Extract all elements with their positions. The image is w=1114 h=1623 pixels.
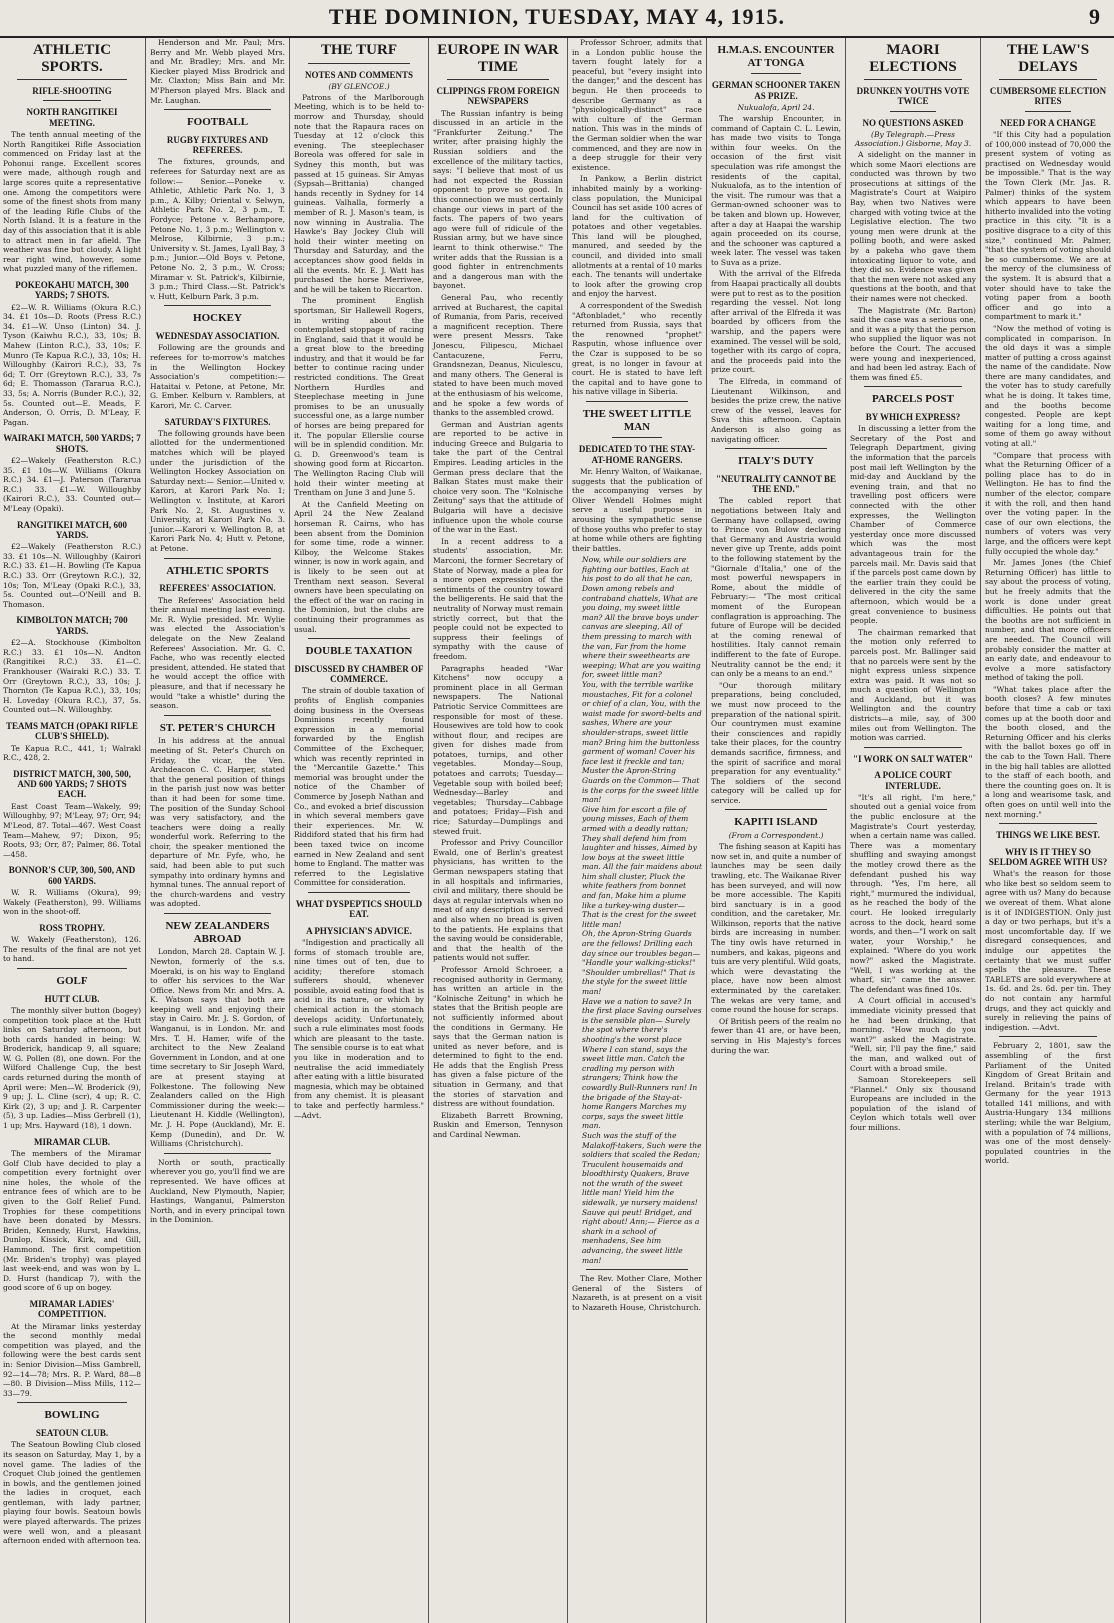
miramar-club-heading: MIRAMAR CLUB. <box>34 1136 110 1147</box>
page-number: 9 <box>1089 4 1100 29</box>
article-text <box>294 938 424 1120</box>
referees-association-heading: REFEREES' ASSOCIATION. <box>159 583 276 594</box>
column-rule <box>145 38 146 1623</box>
divider <box>164 715 271 716</box>
north-rangitikei-heading: NORTH RANGITIKEI MEETING. <box>26 107 118 128</box>
paragraph: Of British peers of the realm no fewer than 41 are, or have been, serving in His Majesty's forces during the war. <box>711 1016 841 1055</box>
article-text <box>3 1322 141 1399</box>
rangitikei-heading: RANGITIKEI MATCH, 600 YARDS. <box>16 519 128 540</box>
rugby-fixtures-heading: RUGBY FIXTURES AND REFEREES. <box>166 134 269 156</box>
article-text <box>3 888 141 917</box>
paragraph: Professor Schroer, admits that in a London public house the tavern fought lately for a peaceful, but "every insight into the danger," and the descent has begun. He then proceeds to describe Germany as a "physiologically-distinct" race with culture of the German nation. This was in the minds of the German soldier when the war commenced, and they are now in a deep struggle for their very existence. <box>572 38 702 172</box>
paragraph: The members of the Miramar Golf Club have decided to play a competition every fortnight over nine holes, the whole of the entrance fees of which are to be given to the Golf Relief Fund. Trophies for these competitions have been donated by Messrs. Briden, Kennedy, Hurst, Hawkins, Dunlop, Kissick, Kirk, and Gill, Hammond. The first competition (Mr. Briden's trophy) was played last week-end, and was won by L. D. Hurst (handicap 7), with the good score of 6 up on bogey. <box>3 1148 141 1293</box>
clippings-subheading: CLIPPINGS FROM FOREIGN NEWSPAPERS <box>436 86 560 107</box>
divider <box>164 558 271 559</box>
article-text <box>985 130 1111 819</box>
no-questions-subheading: NO QUESTIONS ASKED <box>862 117 964 128</box>
article-text <box>3 303 141 428</box>
article-text <box>711 114 841 444</box>
masthead <box>0 0 1114 38</box>
poem-stanza: Give him for escort a file of young misses, Each of them armed with a deadly rattan; They shall defend him from laughter and hisses, Aimed by low boys at the sweet little man. All the fair maidens about him shall cluster, Pluck the white feathers from bonnet and fan, Make him a plume like a turkey-wing duster— That is the crest for the sweet little man! <box>582 804 702 929</box>
article-text <box>294 93 424 634</box>
paragraph: The fixtures, grounds, and referees for Saturday next are as follow:— Senior.—Poneke v. Athletic, Athletic Park No. 1, 3 p.m., A. Kilby; Oriental v. Selwyn, Athletic Park No. 2, 3 p.m., T. Fordyce; Petone v. Berhampore, Petone No. 1, 3 p.m.; Wellington v. Melrose, Kilbirnie, 3 p.m.; University v. St. James, Lyall Bay, 3 p.m.; Junior.—Old Boys v. Petone, Petone No. 2, 3 p.m., W. Cross; Miramar v. St. Patrick's, Kilbirnie, 3 p.m.; Third Class.—St. Patrick's v. Hutt, Kelburn Park, 3 p.m. <box>150 157 285 301</box>
divider <box>164 913 271 914</box>
paragraph: February 2, 1801, saw the assembling of the first Parliament of the United Kingdom of Great Britain and Ireland. Britain's trade with Germany for the year 1913 totalled 141 millions, and with Austria-Hungary 134 millions sterling; while the war Belgium, with a population of 74 millions, was one of the most densely-populated countries in the world. <box>985 1041 1111 1166</box>
paragraph: Professor Arnold Schroeer, a recognised authority in Germany, has written an article in the "Kolnische Zeitung" in which he states that the British people are not sufficiently informed about the conditions in Germany. He says that the German nation is united as never before, and is determined to fight to the end. He adds that the English Press has given a false picture of the situation in Germany, and that the stories of starvation and distress are without foundation. <box>433 964 563 1109</box>
new-zealanders-abroad-heading: NEW ZEALANDERS ABROAD <box>165 920 270 945</box>
article-text <box>3 542 141 609</box>
paragraph: A correspondent of the Swedish "Aftonbladet," who recently returned from Russia, says that the renowned "prophet" Rasputin, whose influence over the Czar is supposed to be so great, is no longer in favour at court. He is stated to have left the capital and to have gone to his native village in Siberia. <box>572 301 702 397</box>
parcels-post-heading: PARCELS POST <box>871 393 954 406</box>
salt-water-heading: "I WORK ON SALT WATER" <box>852 753 974 764</box>
paragraph: Henderson and Mr. Paul; Mrs. Berry and Mr. Webb played Mrs. and Mr. Bradley; Mrs. and Mr. Kiecker played Miss Brodrick and Mr. Claxton; Miss Bain and Mr. M'Pherson played Mrs. Black and Mr. Laughan. <box>150 38 285 105</box>
column-rule <box>845 38 846 1623</box>
paragraph: With the arrival of the Elfreda from Haapai practically all doubts were put to rest as to the position regarding the vessel. Not long after arrival of the Elfreda it was boarded by officers from the warship, and the papers were examined. The vessel will be sold, together with its cargo of copra, and the proceeds paid into the prize court. <box>711 269 841 375</box>
poem-stanza: You, with the terrible warlike moustaches, Fit for a colonel or chief of a clan, You, with the waist made for sword-belts and sashes, Where are your shoulder-straps, sweet little man? Bring him the buttonless garment of woman! Cover his face lest it freckle and tan; Muster the Apron-String Guards on the Common— That is the corps for the sweet little man! <box>582 680 702 805</box>
things-we-like-heading: THINGS WE LIKE BEST. <box>996 830 1100 841</box>
athletic-sports-heading-2: ATHLETIC SPORTS <box>166 564 269 577</box>
district-match-heading: DISTRICT MATCH, 300, 500, AND 600 YARDS; 7 SHOTS EACH. <box>13 768 131 800</box>
paragraph: "Now the method of voting is complicated in comparison. In the old days it was a simple matter of putting a cross against the name of the candidate. Now there are many candidates, and the voter has to study carefully what he is doing. It takes time, and the booths become congested. People are kept waiting for a long time, and some of them go away without voting at all." <box>985 323 1111 449</box>
article-text <box>3 130 141 274</box>
maori-elections-heading: MAORI ELECTIONS <box>869 42 957 75</box>
article-text <box>433 109 563 1140</box>
double-taxation-heading: DOUBLE TAXATION <box>305 645 413 658</box>
paragraph: The Seatoun Bowling Club closed its season on Saturday, May 1, by a novel game. The ladies of the Croquet Club joined the gentlemen in bowls, and the gentlemen joined the ladies in croquet, each gentleman, with lady partner, playing four bowls. Seatoun bowls were played afterwards. The prizes were well won, and a pleasant afternoon ended with afternoon tea. <box>3 1440 141 1546</box>
st-peters-church-heading: ST. PETER'S CHURCH <box>159 721 276 734</box>
europe-in-war-time-heading: EUROPE IN WAR TIME <box>437 42 559 75</box>
article-text <box>3 1006 141 1131</box>
divider <box>17 1402 127 1403</box>
paragraph: £2—A. Stockhouse (Kimbolton R.C.) 33. £1 10s—N. Andton (Rangitikei R.C.) 33. £1—C. Frankhouser (Wairaki R.C.) 33. T. Orr (Greytown R.C.), 33, 10s; J. Thornton (Te Kapua R.C.), 33, 10s; H. Loveday (Okura R.C.), 37, 5s. Counted out—N. Willoughby. <box>3 638 141 715</box>
column-rule <box>980 38 981 1623</box>
paragraph: "Compare that process with what the Returning Officer of a polling place has to do in Wellington. He has to find the number of the elector, compare it with the roll, and then hand over the voting paper. In the case of our own elections, the numbers of voters was very large, and the officers were kept fully occupied the whole day." <box>985 450 1111 556</box>
paragraph: The Rev. Mother Clare, Mother General of the Sisters of Nazareth, is at present on a visit to Nazareth House, Christchurch. <box>572 1274 702 1312</box>
article-text <box>150 947 285 1148</box>
kapiti-island-heading: KAPITI ISLAND <box>734 816 818 829</box>
seldom-agree-subheading: WHY IS IT THEY SO SELDOM AGREE WITH US? <box>988 846 1108 867</box>
article-text <box>985 869 1111 1032</box>
drunken-youths-subheading: DRUNKEN YOUTHS VOTE TWICE <box>856 86 970 107</box>
paragraph: General Pau, who recently arrived at Bucharest, the capital of Rumania, from Paris, received a magnificent reception. There were present Messrs. Take Jonescu, Filipescu, Michael Cantacuzene, Ferru, Grandsnezan, Deanus, Niculescu, and many others. The General is stated to have been much moved at the enthusiasm of his welcome, and he spoke a few words of thanks to the assembled crowd. <box>433 292 563 418</box>
article-text <box>150 343 285 410</box>
poem-stanza: Have we a nation to save? In the first place Saving ourselves is the sensible plan— Surely the spot where there's shooting's the worst place Where I can stand, says the sweet little man. Catch the cradling my person with strangers; Think how the cowardly Bull-Runners ran! In the brigade of the Stay-at-home Rangers Marches my corps, says the sweet little man. <box>582 996 702 1131</box>
divider <box>999 823 1097 824</box>
poem-stanza: Such was the stuff of the Malakoff-takers, Such were the soldiers that scaled the Redan; Truculent housemaids and bloodthirsty Quakers, Brave not the wrath of the sweet little man! Yield him the sidewalk, ye nursery maidens! Sauve qui peut! Bridget, and right about! Ann;— Fierce as a shark in a school of menhadens, See him advancing, the sweet little man! <box>582 1130 702 1265</box>
article-text <box>3 802 141 860</box>
article-text <box>294 686 424 887</box>
divider <box>164 305 271 306</box>
column-4 <box>430 38 566 1623</box>
paragraph: The Elfreda, in command of Lieutenant Wilkinson, and besides the prize crew, the native crew of the vessel, leaves for Suva this afternoon. Captain Anderson is also going as navigating officer. <box>711 377 841 444</box>
paragraph: "If this City had a population of 100,000 instead of 70,000 the present system of voting as practised on Wednesday would be impossible." That is the way the Town Clerk (Mr. Jas. R. Palmer) thinks of the system which appears to have been hitherto invalided into the voting practice in this city. "It is a positive disgrace to a city of this size," continued Mr. Palmer, "that the system of voting should be so cumbersome. We are at the mercy of the clumsiness of the system. It is absurd that a voter should have to take the voting paper from a booth officer and go into a compartment to mark it." <box>985 130 1111 322</box>
paragraph: The Magistrate (Mr. Barton) said the case was a serious one, and it was a pity that the person who supplied the liquor was not before the Court. The accused were young and inexperienced, and had been led astray. Each of them was fined £5. <box>850 305 976 382</box>
teams-match-heading: TEAMS MATCH (OPAKI RIFLE CLUB'S SHIELD). <box>6 720 138 742</box>
article-text <box>850 424 976 743</box>
paragraph: In discussing a letter from the Secretary of the Post and Telegraph Department, giving the information that the parcels post mail left Wellington by the mid-day and Auckland by the evening train, and that no travelling post officers were connected with the other expresses, the Wellington Chamber of Commerce yesterday once more discussed which was the most advantageous train for the parcels mail. Mr. Davis said that if the parcels post came down by the earlier train they could be delivered in the city the same afternoon, which would be a great convenience to business people. <box>850 424 976 626</box>
article-text <box>3 1440 141 1546</box>
divider <box>725 809 827 810</box>
divider <box>864 386 962 387</box>
neutrality-subheading: "NEUTRALITY CANNOT BE THE END." <box>715 473 837 495</box>
divider <box>308 892 410 893</box>
paragraph: Paragraphs headed "War Kitchens" now occupy a prominent place in all German newspapers. The National Patriotic Service Committees are responsible for most of these. Housewives are told how to cook without flour, and recipes are given for dishes made from potatoes, turnips, and other vegetables. Monday—Soup, potatoes and carrots; Tuesday—Vegetable soup with boiled beef; Wednesday—Barley and vegetables; Thursday—Cabbage and potatoes; Friday—Fish and rice; Saturday—Dumplings and stewed fruit. <box>433 663 563 836</box>
paragraph: W. R. Williams (Okura), 99; Wakely (Featherston), 99. Williams won in the shoot-off. <box>3 888 141 917</box>
divider <box>586 401 688 402</box>
paragraph: A Court official in accused's immediate vicinity pressed that he had been drinking, that morning. "How much do you want?" asked the Magistrate. "Well, sir, I'll pay the fine," said the man, and walked out of Court with a broad smile. <box>850 996 976 1073</box>
hutt-club-heading: HUTT CLUB. <box>44 993 100 1004</box>
columns <box>0 38 1114 1623</box>
paragraph: "It's all right, I'm here," shouted out a genial voice from the public enclosure at the Magistrate's Court yesterday, when a certain name was called. There was a momentary shuffling and swaying amongst the motley crowd there as the defendant pushed his way through. "Yes, I'm here, all right," murmured the individual, as he reached the body of the court. He looked irregularly across to the dock, heard some words, and then—"I work on salt water, your Worship," he explained. "Where do you work now?" asked the Magistrate. "Well, I was working at the wharf, sir," came the answer. The defendant was fined 10s. <box>850 792 976 994</box>
column-7 <box>847 38 979 1623</box>
sweet-little-man-heading: THE SWEET LITTLE MAN <box>582 407 692 433</box>
article-text <box>3 935 141 964</box>
bowling-heading: BOWLING <box>44 1409 100 1422</box>
pokeokahu-heading: POKEOKAHU MATCH, 300 YARDS; 7 SHOTS. <box>15 279 129 301</box>
divider <box>1025 111 1071 112</box>
athletic-sports-heading: ATHLETIC SPORTS. <box>32 42 112 75</box>
bonnors-cup-heading: BONNOR'S CUP, 300, 500, AND 600 YARDS. <box>8 865 136 886</box>
paragraph: "Indigestion and practically all forms of stomach trouble are, nine times out of ten, due to acidity; therefore stomach sufferers should, whenever possible, avoid eating food that is acid in its nature, or which by chemical action in the stomach develops acidity. Unfortunately, such a rule eliminates most foods which are pleasant to the taste. The sensible course is to eat what you like in moderation and to neutralise the acid immediately after eating with a little bisurated magnesia, which may be obtained from any chemist. It is pleasant to take and perfectly harmless." —Advt. <box>294 937 424 1120</box>
paragraph: North or south, practically wherever you go, you'll find we are represented. We have offices at Auckland, New Plymouth, Napier, Hastings, Wanganui, Palmerston North, and in every principal town in the Dominion. <box>150 1157 285 1225</box>
paragraph: The Referees' Association held their annual meeting last evening. Mr. R. Wylie presided. Mr. Wylie was elected the Association's delegate on the New Zealand Referees' Association. Mr. G. C. Fache, who was recently elected president, attended. He stated that he would accept the office with pleasure, and that if necessary he would "take a whistle" during the season. <box>150 595 285 711</box>
divider <box>43 100 101 101</box>
paragraph: The Russian infantry is being discussed in an article in the "Frankfurter Zeitung." The writer, after praising highly the Russian soldiers and the excellence of the military tactics, says: "I believe that most of us had not expected the Russian opponent to prove so good. In this connection we must certainly change our views in part of the facts. The papers of two years ago were full of ridicule of the Russian army, but we have since learnt to think otherwise." The writer adds that the Russian is a good fighter in entrenchments and a dangerous man with the bayonet. <box>433 108 563 291</box>
article-text <box>572 467 702 553</box>
divider <box>308 638 410 639</box>
paragraph: £2—Wakely (Featherston R.C.) 33. £1 10s—N. Willoughby (Kairori R.C.) 33. £1—H. Bowling (Te Kapua R.C.) 33. Orr (Greytown R.C.), 32, 10s; Ton, M'Leay (Opaki R.C.), 33, 5s. Counted out—O'Neill and B. Thomason. <box>3 542 141 609</box>
german-schooner-subheading: GERMAN SCHOONER TAKEN AS PRIZE. <box>711 80 841 101</box>
divider <box>447 79 549 80</box>
article-text <box>150 157 285 301</box>
paragraph: The monthly silver button (bogey) competition took place at the Hutt links on Saturday afternoon, but both cards handed in being: W. Broderick, handicap 9, all square; W. G. Pollen (8), one down. For the Wilford Challenge Cup, the best cards returned during the month of April were: Men—W. Broderick (9), 9 up; J. L. Cline (scr), 4 up; R. C. Kirk (2), 3 up; and J. R. Carpenter (5), 3 up. Ladies—Miss Gerbrell (1), 1 up; Mrs. Hayward (18), 1 down. <box>3 1005 141 1131</box>
column-2 <box>147 38 288 1623</box>
article-text <box>3 1149 141 1293</box>
paragraph: At the Miramar links yesterday the second monthly medal competition was played, and the following were the best cards sent in: Senior Division—Miss Gambrell, 92—14—78; Mrs. R. P. Ward, 88—8—80. B Division—Miss Mills, 112—33—79. <box>3 1321 141 1398</box>
divider <box>308 63 410 64</box>
paragraph: The warship Encounter, in command of Captain C. L. Lewin, has made two visits to Tonga within four weeks. On the occasion of the first visit speculation was rife amongst the residents of the capital, Nukualofa, as to the intention of the visit. The rumour was that a German-owned schooner was to be taken and blown up. However, after a day at Haapai the warship again proceeded on its course, and the schooner was captured a week later. The vessel was taken to Suva as a prize. <box>711 113 841 267</box>
divider <box>890 111 936 112</box>
saturday-fixtures-heading: SATURDAY'S FIXTURES. <box>164 416 271 427</box>
paragraph: Mr. Henry Walton, of Waikanae, suggests that the publication of the accompanying verses by Oliver Wendell Holmes might serve a useful purpose in arousing the sympathetic sense of those youths who prefer to stay at home while others are fighting their battles. <box>572 466 703 553</box>
divider <box>864 747 962 748</box>
divider <box>999 79 1097 80</box>
need-for-change-subheading: NEED FOR A CHANGE <box>1000 117 1096 128</box>
column-rule <box>706 38 707 1623</box>
paragraph: What's the reason for those who like best so seldom seem to agree with us? Many do because we overeat of them. What alone is it of INDIGESTION. Only just a day or two perhaps, but it's a most uncomfortable day. If we disregard consequences, and indulge our appetites the certainty that we must suffer spells the pleasure. These TABLETS are sold everywhere at 1s. 6d. and 2s. 6d. per tin. They do not contain any harmful drugs, and they act quickly and surely in relieving the pains of indigestion. —Advt. <box>985 869 1111 1032</box>
divider <box>17 968 127 969</box>
paragraph: Samoan Storekeepers sell "Flannel." Only six thousand Europeans are included in the population of the island of Ceylon which totals well over four millions. <box>850 1075 976 1133</box>
article-text <box>985 1041 1111 1166</box>
wairaki-heading: WAIRAKI MATCH, 500 YARDS; 7 SHOTS. <box>3 433 141 454</box>
byline: (BY GLENCOE.) <box>328 81 390 91</box>
election-rites-subheading: CUMBERSOME ELECTION RITES <box>989 86 1107 107</box>
chamber-of-commerce-subheading: DISCUSSED BY CHAMBER OF COMMERCE. <box>294 663 424 685</box>
column-rule <box>289 38 290 1623</box>
column-5 <box>569 38 705 1623</box>
paragraph: The prominent English sportsman, Sir Hallewell Rogers, in writing about the contemplated stoppage of racing in England, said that it would be a great blow to the breeding industry, and that it would be far better to continue racing under restricted conditions. The Great Northern Hurdles and Steeplechase meeting in June promises to be an unusually successful one, as a large number of horses are being prepared for it. The popular Ellerslie course will be in splendid condition. Mr. G. D. Greenwood's team is showing good form at Riccarton. The Wellington Racing Club will hold their winter meeting at Trentham on June 3 and June 5. <box>294 296 424 498</box>
golf-heading: GOLF <box>56 974 88 987</box>
paragraph: Professor and Privy Councillor Ewald, one of Berlin's greatest physicians, has written to the German newspapers stating that in all hospitals and infirmaries, civil and military, there should be days at regular intervals when no meat of any description is served and also when no bread is given to the patients. He explains that the saving would be considerable, and that the health of the patients would not suffer. <box>433 838 563 963</box>
article-text <box>3 744 141 763</box>
paragraph: Mr. James Jones (the Chief Returning Officer) has little to say about the process of voting, but he freely admits that the work is done under great difficulties. He points out that the booths are not sufficient in number, and that more officers are needed. The Council will probably consider the matter at an early date, and endeavour to evolve a more satisfactory method of taking the poll. <box>985 558 1111 683</box>
laws-delays-heading: THE LAW'S DELAYS <box>1006 42 1090 75</box>
divider <box>164 1153 271 1154</box>
column-rule <box>428 38 429 1623</box>
divider <box>864 79 962 80</box>
stay-at-home-subheading: DEDICATED TO THE STAY-AT-HOME RANGERS. <box>578 444 696 465</box>
article-text <box>572 38 702 397</box>
byline: (From a Correspondent.) <box>728 831 824 841</box>
article-text <box>850 150 976 382</box>
which-express-subheading: BY WHICH EXPRESS? <box>865 411 961 422</box>
ross-trophy-heading: ROSS TROPHY. <box>39 922 105 933</box>
divider <box>725 448 827 449</box>
column-6 <box>708 38 844 1623</box>
paragraph: At the Canfield Meeting on April 24 the New Zealand horseman R. Cairns, who has been absent from the Dominion for some time, rode a winner. Kilboy, the Welcome Stakes winner, is now in work again, and is likely to be seen out at Trentham next season. Several owners have been speculating on the effect of the war on racing in the Dominion, but the clubs are continuing their programmes as usual. <box>294 499 424 634</box>
miramar-ladies-heading: MIRAMAR LADIES' COMPETITION. <box>29 1298 115 1320</box>
paragraph: "What takes place after the booth closes? A few minutes before that time a cab or taxi comes up at the booth door and the booth closed, and the Returning Officer and his clerks with the ballot boxes go off in the cab to the Town Hall. There in the big hall tables are allotted to the staff of each booth, and there the counting goes on. It is a long and wearisome task, and often goes on until well into the next morning." <box>985 684 1111 819</box>
article-text <box>3 456 141 514</box>
column-rule <box>567 38 568 1623</box>
article-text <box>150 596 285 711</box>
football-heading: FOOTBALL <box>186 116 249 129</box>
article-text <box>850 793 976 1133</box>
paragraph: £2—Wakely (Featherston R.C.) 35. £1 10s—W. Williams (Okura R.C.) 34. £1—J. Paterson (Tararua R.C.) 33. £1—W. Willoughby (Kairori R.C.), 33. Counted out—M'Leay (Opaki). <box>3 456 141 513</box>
column-3 <box>291 38 427 1623</box>
paragraph: The strain of double taxation of profits of English companies doing business in the Overseas Dominions recently found expression in a memorial forwarded by the English Committee of the Exchequer, which was recently reprinted in the "Mercantile Gazette." This memorial was brought under the notice of the Chamber of Commerce by Joseph Nathan and Co., and evoked a brief discussion in which several members gave their experiences. Mr. W. Riddiford stated that his firm had been taxed twice on income earned in New Zealand and sent home to England. The matter was referred to the Legislative Committee for consideration. <box>294 686 424 888</box>
paragraph: £2—W. R. Williams (Okura R.C.) 34. £1 10s—D. Roots (Press R.C.) 34. £1—W. Unso (Linton) 34. J. Tyson (Kaiwhu R.C.), 33, 10s; B. Mahew (Linton R.C.), 33, 10s; F. Munro (Te Kapua R.C.), 33, 10s; H. Willoughby (Kairori R.C.), 33, 7s 6d; T. Orr (Greytown R.C.), 33, 7s 6d; E. Thomasson (Tararua R.C.), 33, 5s; A. Norris (Bunder R.C.), 32, 5s. Counted out—E. Meads, F. Anderson, O. Orris, D. M'Leay, F. Pagan. <box>3 302 141 427</box>
rifle-shooting-heading: RIFLE-SHOOTING <box>32 86 112 96</box>
paragraph: In Pankow, a Berlin district inhabited mainly by a working-class population, the Municipal Council has set aside 100 acres of land for the cultivation of potatoes and other vegetables. This land will be ploughed, manured, and seeded by the council, and divided into small allotments at a rental of 10 marks each. The tenants will undertake to look after the growing crop and enjoy the harvest. <box>572 174 702 299</box>
paragraph: A sidelight on the manner in which some Maori elections are conducted was thrown by two prosecutions at sittings of the Magistrate's Court at Waipiro Bay, when two Natives were charged with voting twice at the Legislative election. The two young men were drunk at the polling booth, and were asked by a pakeha who gave them intoxicating liquor to vote, and they did so. Evidence was given that the men were not asked any questions at the booth, and that their names were not checked. <box>850 150 976 303</box>
paragraph: W. Wakely (Featherston), 126. The results of the final are not yet to hand. <box>3 935 141 964</box>
article-text <box>150 38 285 105</box>
divider <box>999 1036 1097 1037</box>
wednesday-association-heading: WEDNESDAY ASSOCIATION. <box>155 331 280 342</box>
paragraph: Te Kapua R.C., 441, 1; Walrakl R.C., 428, 2. <box>3 743 141 763</box>
dateline: Nukualofa, April 24. <box>737 102 815 112</box>
article-text <box>711 842 841 1055</box>
advertisement-text <box>150 1158 285 1225</box>
divider <box>612 437 662 438</box>
masthead-title: THE DOMINION, TUESDAY, MAY 4, 1915. <box>328 4 786 29</box>
poem-stanza: Oh, the Apron-String Guards are the fellows! Drilling each day since our troubles began— "Handle your walking-sticks!" "Shoulder umbrellas!" That is the style for the sweet little man! <box>582 929 700 996</box>
divider <box>17 79 127 80</box>
the-turf-heading: THE TURF <box>321 42 397 58</box>
column-8 <box>982 38 1114 1623</box>
divider <box>164 109 271 110</box>
paragraph: The following grounds have been allotted for the undermentioned matches which will be played under the jurisdiction of the Wellington Hockey Association on Saturday next:— Senior.—United v. Karori, at Karori Park No. 1; Wellington v. Institute, at Karori Park No. 2, St. Augustines v. University, at Karori Park No. 3. Junior.—Karori v. Wellington B, at Karori Park No. 4; Hutt v. Petone, at Petone. <box>150 428 285 553</box>
paragraph: Following are the grounds and referees for to-morrow's matches in the Wellington Hockey Association's competition:— Hataitai v. Petone, at Petone, Mr. G. Ember. Kelburn v. Ramblers, at Karori, Mr. C. Carver. <box>150 343 285 410</box>
italys-duty-heading: ITALY'S DUTY <box>737 455 815 468</box>
article-text <box>711 496 841 805</box>
poem-stanza: Now, while our soldiers are fighting our battles, Each at his post to do all that he can, Down among rebels and contraband chattels, What are you doing, my sweet little man? All the brave boys under canvas are sleeping, All of them pressing to march with the van, Far from the home where their sweethearts are weeping; What are you waiting for, sweet little man? <box>582 555 701 680</box>
paragraph: In his address at the annual meeting of St. Peter's Church on Friday, the vicar, the Ven. Archdeacon C. C. Harper, stated that the general position of things in the parish just now was better than it had been for some time. The position of the Sunday School was very satisfactory, and the teachers were doing a really wonderful work. Referring to the choir, the speaker mentioned the departure of Mr. Fyfe, who, he said, had been able to put such sympathy into ordinary hymns and hymnal tunes. The annual report of the church-wardens and vestry was adopted. <box>150 736 285 909</box>
paragraph: The fishing season at Kapiti has now set in, and quite a number of launches may be seen daily trawling, etc. The Waikanae River has been surveyed, and will now be more accessible. The Kapiti bird sanctuary is in a good condition, and the caretaker, Mr. Wilkinson, reports that the native birds are increasing in number. The tiny owls have returned in numbers, and kakas, pigeons and tuis are very plentiful. Wild goats, which were devastating the place, have now been almost exterminated by the caretaker. The wekas are very tame, and come round the house for scraps. <box>711 842 841 1015</box>
notes-and-comments-heading: NOTES AND COMMENTS <box>304 69 413 80</box>
article-text <box>150 736 285 909</box>
encounter-at-tonga-heading: H.M.A.S. ENCOUNTER AT TONGA <box>717 44 835 69</box>
seatoun-club-heading: SEATOUN CLUB. <box>35 1427 109 1438</box>
paragraph: The tenth annual meeting of the North Rangitikei Rifle Association commenced on Friday last at the Pohonui range. Excellent scores were made, although rough and large scores quite a representative one. Among the competitors were some of the finest shots from many of the leading Rifle Clubs of the North Island. It is a feature in the day of this association that it is able to attract men in far afield. The weather was fine but cloudy. A light rear right wind, however, some what puzzled many of the riflemen. <box>3 130 141 274</box>
dateline: (By Telegraph.—Press Association.) Gisborne, May 3. <box>854 130 972 149</box>
paragraph: The cabled report that negotiations between Italy and Germany have collapsed, owing to Prince von Bulow declaring that Germany and Austria would never give up Trente, adds point to the following statement by the "Giornale d'Italia," one of the most powerful newspapers in Rome, about the middle of February:— "The most critical moment of the European conflagration is approaching. The future of Europe will be decided at the coming renewal of hostilities. Italy cannot remain indifferent to the fate of Europe. Neutrality cannot be the end; it can only be a means to an end." <box>711 496 841 679</box>
paragraph: Patrons of the Marlborough Meeting, which is to be held to-morrow and Thursday, should note that the Rapaura races on Tuesday at 12 o'clock this evening. The steeplechaser Boreola was offered for sale in Sydney this month, but was passed at 15 guineas. Sir Amyas (Sypsah—Brittania) changed hands recently in Sydney for 14 guineas. Valhalla, formerly a member of R. J. Mason's team, is now winning in Australia. The Hawke's Bay Jockey Club will hold their winter meeting on Thursday and Saturday, and the acceptances show good fields in all the events. Mr. E. J. Watt has purchased the horse Merriwee, and he will be taken to Riccarton. <box>294 92 424 294</box>
police-court-subheading: A POLICE COURT INTERLUDE. <box>874 770 952 791</box>
divider <box>586 1269 688 1270</box>
dyspeptics-heading: WHAT DYSPEPTICS SHOULD EAT. <box>295 898 423 920</box>
column-1 <box>0 38 144 1623</box>
kimbolton-heading: KIMBOLTON MATCH; 700 YARDS. <box>16 615 128 636</box>
article-text <box>3 638 141 715</box>
physicians-advice-subheading: A PHYSICIAN'S ADVICE. <box>306 925 412 936</box>
article-text <box>572 1274 702 1312</box>
divider <box>751 73 801 74</box>
paragraph: London, March 28. Captain W. J. Newton, formerly of the s.s. Moeraki, is on his way to England to offer his services to the War Office. News from Mr. and Mrs. A. K. Watson says that both are keeping well and enjoying their stay in Cairo. Mr. J. S. Gordon, of Wanganui, is in London. Mr. and Mrs. T. H. Hamer, wife of the architect to the New Zealand Government in London, and at one time secretary to Sir Joseph Ward, are at present staying at Folkestone. The following New Zealanders called on the High Commissioner during the week:—Lieutenant H. Kiddle (Wellington), Mr. J. H. Pope (Auckland), Mr. E. Kemp (Dunedin), and Dr. W. Williams (Christchurch). <box>150 947 285 1149</box>
paragraph: East Coast Team—Wakely, 99; Willoughby, 97; M'Leay, 97; Orr, 94; M'Leod, 87. Total—467. West Coast Team—Mahew, 97; Dixon, 95; Roots, 93; Orr, 87; Palmer, 86. Total—458. <box>3 801 141 859</box>
paragraph: The chairman remarked that the motion only referred to parcels post. Mr. Ballinger said that no parcels were sent by the night express unless sixpence extra was paid. It was not so much a question of Wellington and Auckland, but it was Wellington and the country districts—a mile, say, of 300 miles out from Wellington. The motion was carried. <box>850 627 976 743</box>
paragraph: Elizabeth Barrett Browning, Ruskin and Emerson, Tennyson and Cardinal Newman. <box>433 1110 563 1140</box>
hockey-heading: HOCKEY <box>193 312 242 325</box>
paragraph: German and Austrian agents are reported to be active in inducing Greece and Bulgaria to take the part of the Central Empires. Leading articles in the German press declare that the Balkan States must make their choice very soon. The "Kolnische Zeitung" says that the attitude of Bulgaria will have a decisive influence upon the whole course of the war in the East. <box>433 419 563 535</box>
article-text <box>150 429 285 554</box>
paragraph: In a recent address to a students' association, Mr. Marconi, the former Secretary of State of Norway, made a plea for a more open expression of the sentiments of the country toward the belligerents. He said that the neutrality of Norway must remain strictly correct, but that the people could not be expected to suppress their feelings of sympathy with the cause of freedom. <box>433 536 563 661</box>
paragraph: "Our thorough military preparations, being concluded, we must now proceed to the preparation of the national spirit. Our countrymen must examine their consciences and rapidly take their places, for the country demands sacrifice, firmness, and the spirit of sacrifice and moral preparation for any eventuality." The soldiers of the second category will be called up for service. <box>711 680 841 805</box>
